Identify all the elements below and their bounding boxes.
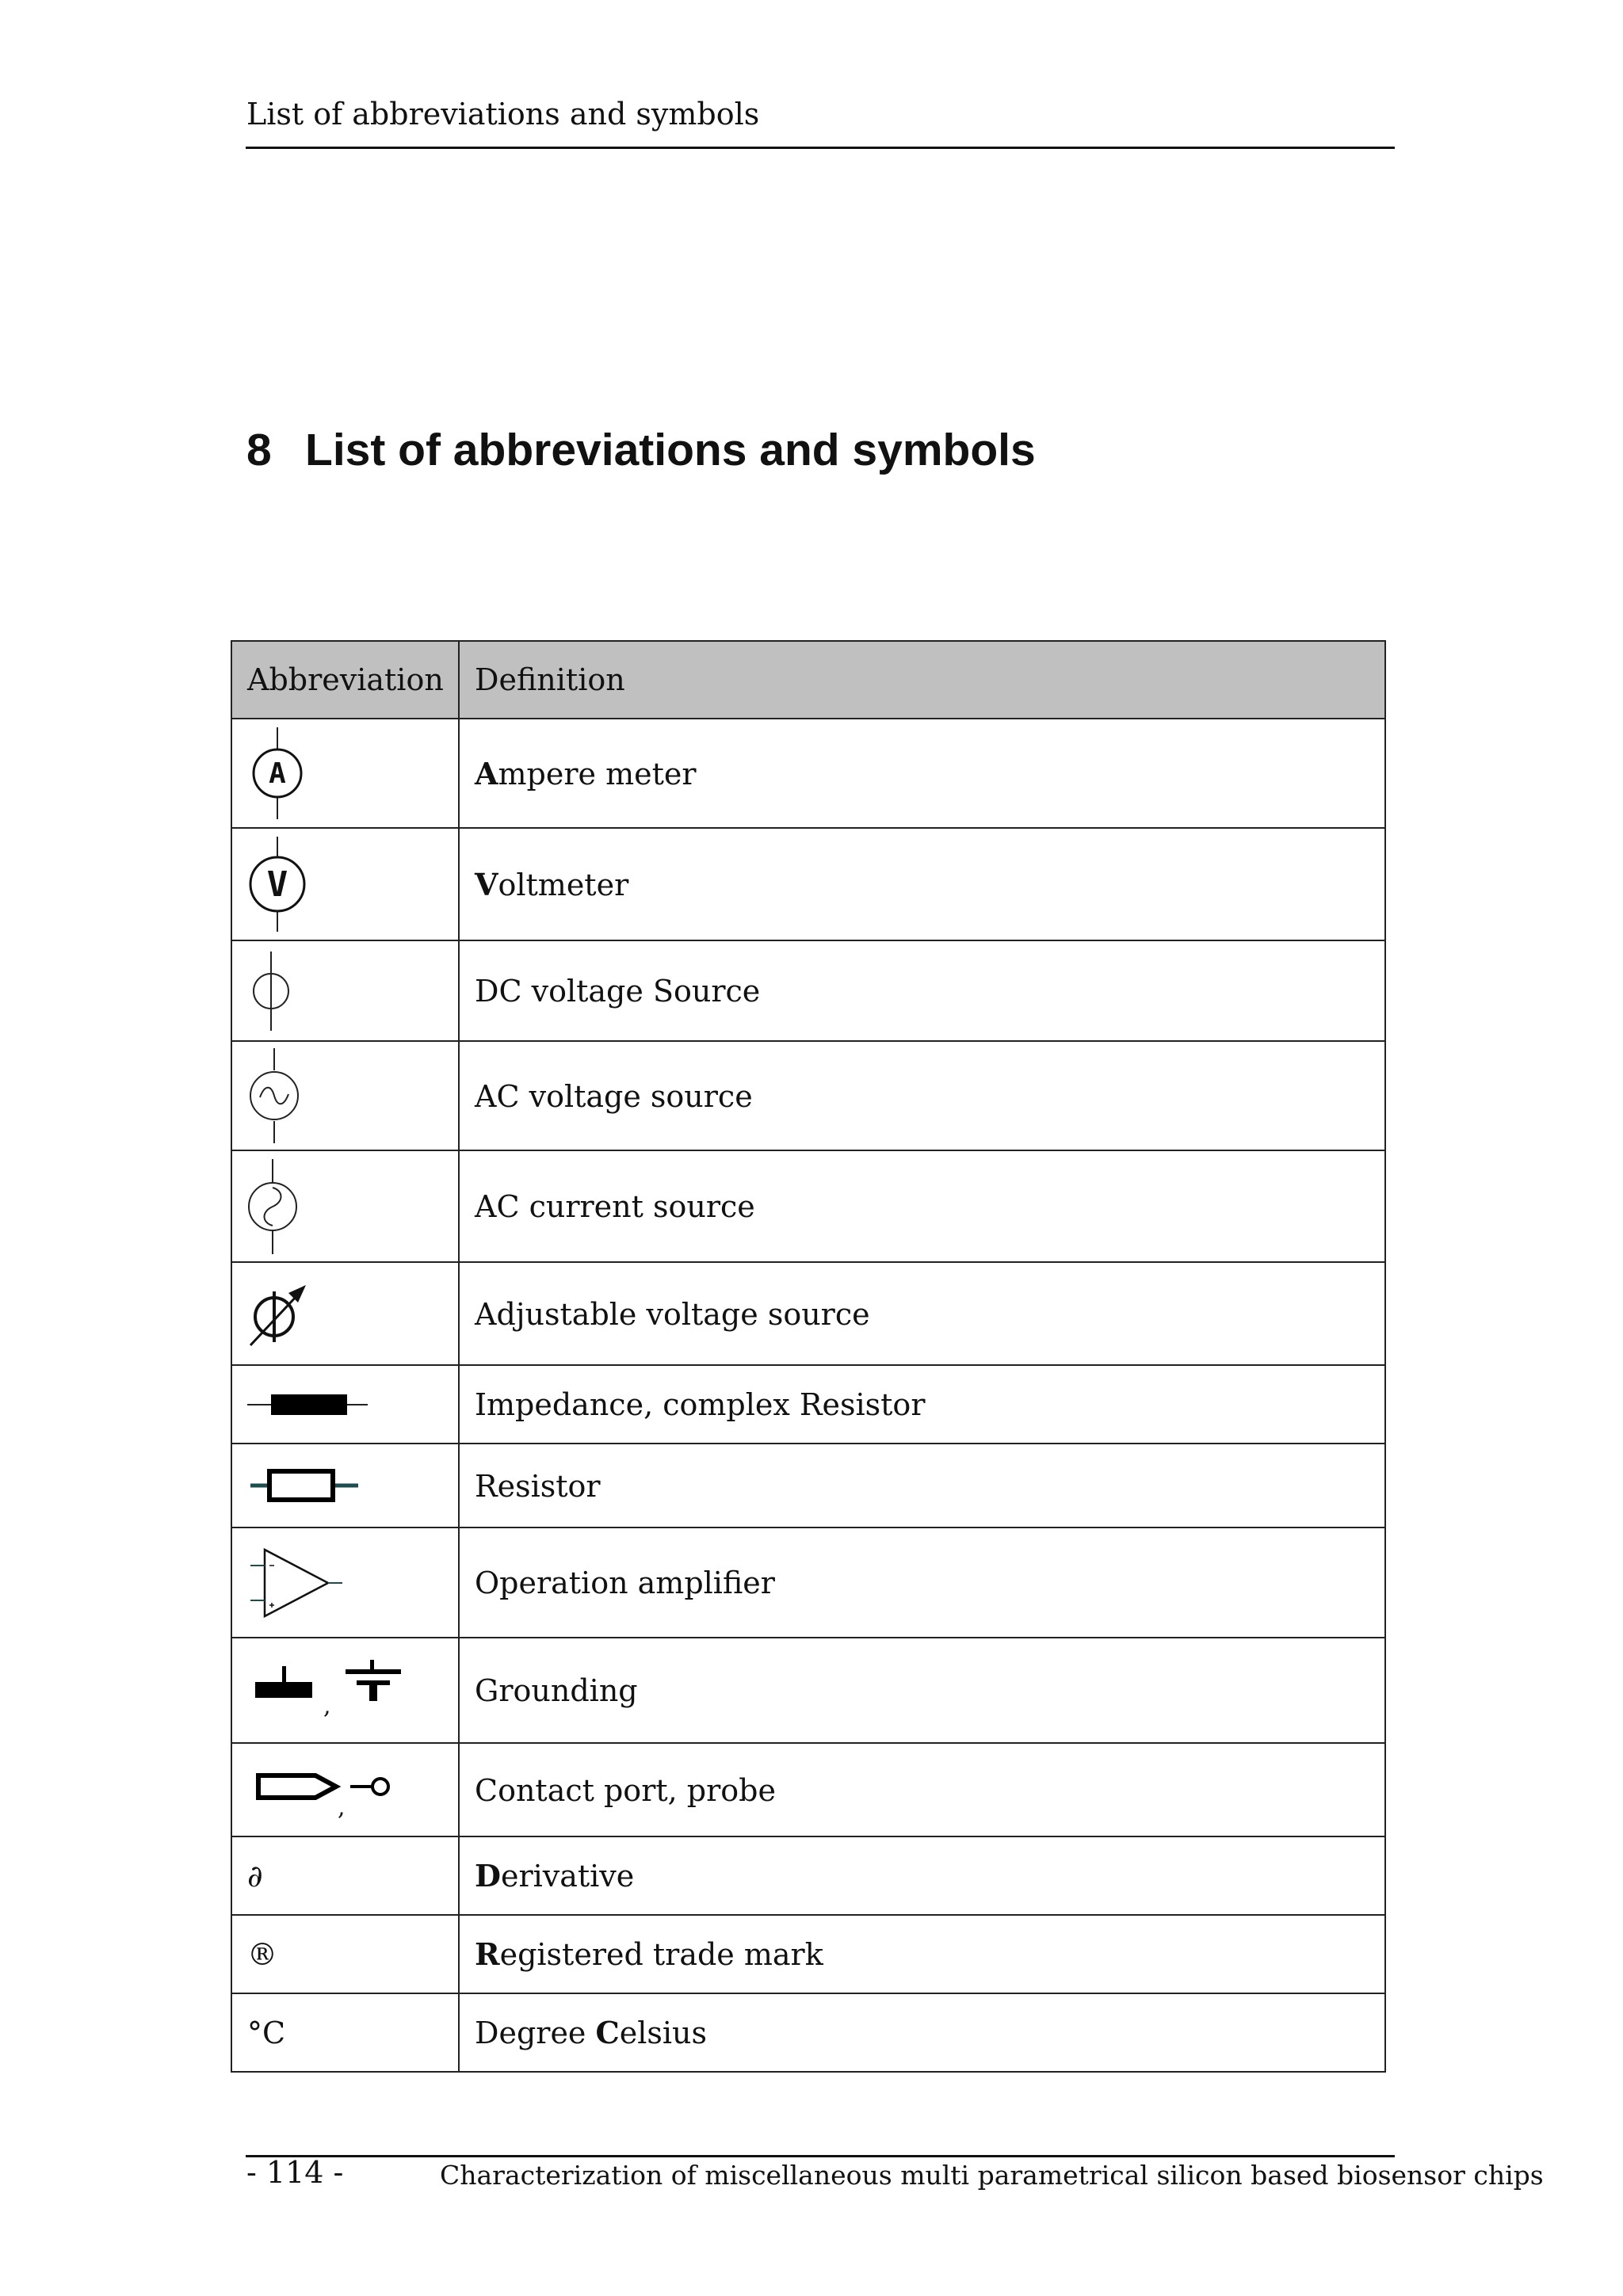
symbol-cell: [231, 1527, 459, 1638]
table-row: [231, 1527, 1385, 1638]
abbreviation-table: [231, 640, 1386, 2073]
op-amp-icon: [247, 1543, 350, 1623]
symbol-cell: [231, 1993, 459, 2072]
definition-text: erivative: [500, 1859, 635, 1894]
definition-cell: [459, 1836, 1385, 1915]
table-row: [231, 1743, 1385, 1836]
definition-text: Adjustable voltage source: [475, 1296, 870, 1332]
table-row: [231, 1262, 1385, 1365]
symbol-cell: [231, 1365, 459, 1444]
definition-cell: [459, 828, 1385, 940]
symbol-cell: [231, 940, 459, 1041]
table-header-row: [231, 641, 1385, 719]
definition-initial: D: [475, 1858, 501, 1894]
definition-text: AC voltage source: [475, 1078, 753, 1114]
definition-initial: C: [595, 2015, 620, 2050]
footer-title: Characterization of miscellaneous multi parametrical silicon based biosensor chips: [440, 2160, 1544, 2191]
definition-text: Contact port, probe: [475, 1772, 776, 1808]
definition-text: Impedance, complex Resistor: [475, 1387, 926, 1422]
definition-text: mpere meter: [498, 756, 697, 791]
symbol-cell: [231, 1150, 459, 1262]
symbol-cell: [231, 1836, 459, 1915]
table-row: [231, 1150, 1385, 1262]
ac-voltage-source-icon: [247, 1048, 311, 1143]
running-header: List of abbreviations and symbols: [246, 97, 760, 132]
definition-text: egistered trade mark: [499, 1937, 823, 1972]
definition-cell: [459, 1743, 1385, 1836]
definition-cell: [459, 1993, 1385, 2072]
definition-cell: [459, 1527, 1385, 1638]
voltmeter-icon: [247, 837, 311, 932]
definition-prefix: Degree: [475, 2016, 596, 2050]
definition-cell: [459, 940, 1385, 1041]
symbol-cell: [231, 828, 459, 940]
definition-cell: [459, 1638, 1385, 1743]
header-rule: [246, 147, 1395, 149]
definition-cell: [459, 719, 1385, 828]
definition-cell: [459, 1041, 1385, 1150]
degree-celsius-symbol: °C: [247, 2015, 286, 2050]
table-row: [231, 1444, 1385, 1527]
table-row: [231, 1365, 1385, 1444]
symbol-cell: [231, 1915, 459, 1993]
definition-cell: [459, 1365, 1385, 1444]
definition-text: elsius: [619, 2016, 708, 2050]
definition-initial: R: [475, 1936, 500, 1972]
table-row: [231, 1836, 1385, 1915]
ammeter-icon: [247, 727, 311, 819]
column-header-definition: Definition: [459, 641, 1385, 719]
definition-text: Operation amplifier: [475, 1566, 775, 1600]
definition-cell: [459, 1915, 1385, 1993]
chapter-title-text: List of abbreviations and symbols: [305, 425, 1036, 475]
resistor-icon: [247, 1462, 366, 1509]
table-row: [231, 940, 1385, 1041]
chapter-number: 8: [246, 425, 272, 475]
table-row: [231, 1915, 1385, 1993]
symbol-cell: [231, 719, 459, 828]
definition-initial: V: [475, 866, 498, 902]
ac-current-source-icon: [247, 1159, 311, 1254]
symbol-cell: [231, 1262, 459, 1365]
chapter-title: [246, 424, 1036, 476]
symbol-cell: [231, 1743, 459, 1836]
definition-cell: [459, 1444, 1385, 1527]
symbol-cell: [231, 1041, 459, 1150]
ground-icon: [247, 1655, 422, 1726]
impedance-icon: [247, 1385, 374, 1425]
ammeter-glyph: A: [269, 757, 286, 790]
definition-text: AC current source: [475, 1189, 755, 1224]
table-row: [231, 1638, 1385, 1743]
adjustable-voltage-source-icon: [247, 1274, 319, 1353]
voltmeter-glyph: V: [266, 864, 288, 905]
registered-symbol: ®: [247, 1936, 277, 1972]
table-row: [231, 719, 1385, 828]
contact-port-icon: [247, 1758, 422, 1821]
definition-text: DC voltage Source: [475, 974, 761, 1009]
derivative-symbol: ∂: [247, 1858, 263, 1894]
definition-initial: A: [475, 755, 498, 791]
column-header-abbreviation: Abbreviation: [231, 641, 459, 719]
page-number: - 114 -: [246, 2155, 344, 2190]
symbol-cell: [231, 1444, 459, 1527]
definition-text: Resistor: [475, 1468, 601, 1504]
definition-text: Grounding: [475, 1673, 638, 1708]
definition-text: oltmeter: [498, 867, 629, 902]
footer-rule: [246, 2155, 1395, 2157]
definition-cell: [459, 1150, 1385, 1262]
table-row: [231, 1041, 1385, 1150]
definition-cell: [459, 1262, 1385, 1365]
contact-port-separator: ,: [338, 1794, 346, 1821]
table-row: [231, 828, 1385, 940]
symbol-cell: [231, 1638, 459, 1743]
table-row: [231, 1993, 1385, 2072]
dc-voltage-source-icon: [247, 952, 311, 1031]
ground-separator: ,: [323, 1691, 331, 1720]
